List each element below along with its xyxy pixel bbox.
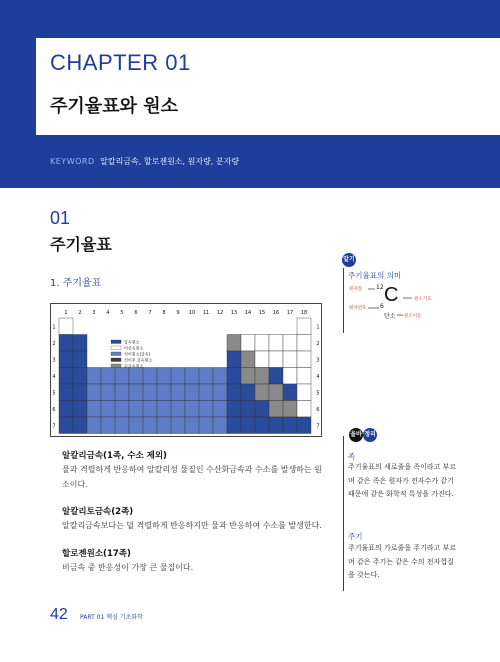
period-number-left-3: 3 (52, 357, 56, 364)
keyword-line (50, 156, 239, 167)
element-cell-7-2 (73, 417, 87, 434)
periodic-table-graphic (51, 304, 321, 436)
element-cell-7-1 (59, 417, 73, 434)
element-cell-6-9 (171, 401, 185, 418)
alkaline-earth-heading: 알칼리토금속(2족) (62, 507, 134, 517)
element-cell-1-18 (297, 318, 311, 335)
element-cell-6-8 (157, 401, 171, 418)
element-cell-7-4 (101, 417, 115, 434)
element-cell-2-15 (255, 335, 269, 352)
element-cell-6-3 (87, 401, 101, 418)
section-number: 01 (50, 208, 71, 228)
element-cell-5-15 (255, 384, 269, 401)
element-cell-4-4 (101, 368, 115, 385)
element-cell-7-18 (297, 417, 311, 434)
element-cell-6-17 (283, 401, 297, 418)
group-number-16: 16 (272, 310, 280, 316)
period-number-left-2: 2 (52, 340, 56, 347)
group-number-12: 12 (216, 310, 224, 316)
element-cell-6-16 (269, 401, 283, 418)
group-number-17: 17 (286, 310, 294, 316)
halogen-heading: 할로젠원소(17족) (62, 549, 131, 559)
element-cell-6-4 (101, 401, 115, 418)
element-cell-4-18 (297, 368, 311, 385)
element-cell-2-13 (227, 335, 241, 352)
legend-label-1: 비금속원소 (124, 345, 144, 351)
element-cell-6-15 (255, 401, 269, 418)
element-cell-3-14 (241, 351, 255, 368)
side-rule-bottom (343, 436, 344, 591)
side-badge-learn: 알기 (342, 253, 356, 267)
element-cell-2-1 (59, 335, 73, 352)
element-cell-2-17 (283, 335, 297, 352)
element-cell-1-1 (59, 318, 73, 335)
keyword-label: KEYWORD (50, 157, 95, 166)
element-cell-3-2 (73, 351, 87, 368)
group-number-14: 14 (244, 310, 252, 316)
name-label: 원소이름 (404, 314, 422, 319)
group-number-4: 4 (106, 310, 110, 316)
element-cell-6-14 (241, 401, 255, 418)
footer-part (80, 612, 143, 621)
mass-value: 12 (376, 284, 384, 291)
period-number-left-1: 1 (52, 324, 56, 331)
element-cell-4-17 (283, 368, 297, 385)
alkali-metal-text: 물과 격렬하게 반응하여 알칼리성 물질인 수산화금속과 수소를 발생하는 원소이다. (62, 465, 322, 489)
period-number-left-5: 5 (52, 390, 56, 397)
periodic-table-figure (50, 303, 322, 437)
element-cell-3-1 (59, 351, 73, 368)
element-cell-4-10 (185, 368, 199, 385)
element-cell-7-12 (213, 417, 227, 434)
element-cell-5-6 (129, 384, 143, 401)
page-number: 42 (50, 606, 68, 623)
element-cell-5-2 (73, 384, 87, 401)
group-number-3: 3 (92, 310, 96, 316)
group-number-8: 8 (162, 310, 166, 316)
period-number-right-6: 6 (316, 406, 320, 413)
side-heading-group: 족 (348, 452, 356, 461)
legend-swatch-2 (111, 352, 121, 356)
element-cell-4-1 (59, 368, 73, 385)
legend-label-0: 금속원소 (124, 339, 140, 345)
element-cell-4-5 (115, 368, 129, 385)
element-cell-6-7 (143, 401, 157, 418)
element-cell-7-6 (129, 417, 143, 434)
group-number-10: 10 (188, 310, 196, 316)
atom-arrows (346, 280, 436, 322)
element-cell-4-6 (129, 368, 143, 385)
element-cell-4-15 (255, 368, 269, 385)
side-heading-meaning: 주기율표의 의미 (348, 271, 402, 280)
period-number-right-1: 1 (316, 324, 320, 331)
period-number-left-7: 7 (52, 423, 56, 430)
alkaline-earth-text: 알칼리금속보다는 덜 격렬하게 반응하지만 물과 반응하여 수소를 발생한다. (62, 521, 322, 530)
side-text-group: 주기율표의 세로줄을 족이라고 부르며 같은 족은 원자가 전자수가 같기 때문에 같은 화학적 특성을 가진다. (348, 463, 457, 498)
element-cell-7-3 (87, 417, 101, 434)
element-cell-3-15 (255, 351, 269, 368)
element-cell-4-7 (143, 368, 157, 385)
group-number-1: 1 (64, 310, 68, 316)
element-cell-5-1 (59, 384, 73, 401)
element-cell-7-11 (199, 417, 213, 434)
element-cell-5-10 (185, 384, 199, 401)
element-cell-6-12 (213, 401, 227, 418)
element-cell-3-16 (269, 351, 283, 368)
element-cell-5-12 (213, 384, 227, 401)
element-cell-5-3 (87, 384, 101, 401)
legend-swatch-3 (111, 358, 121, 362)
element-name: 탄소 (384, 313, 396, 320)
element-cell-7-15 (255, 417, 269, 434)
legend-swatch-4 (111, 364, 121, 368)
element-cell-5-18 (297, 384, 311, 401)
period-number-left-4: 4 (52, 373, 56, 380)
mass-label: 원자량 (349, 287, 363, 292)
summary-badge-a: 올바 (349, 428, 363, 442)
element-cell-5-17 (283, 384, 297, 401)
group-number-13: 13 (230, 310, 238, 316)
number-label: 원자번호 (349, 306, 367, 311)
subsection-title: 1. 주기율표 (50, 278, 102, 289)
element-cell-4-8 (157, 368, 171, 385)
period-number-right-4: 4 (316, 373, 320, 380)
element-cell-7-14 (241, 417, 255, 434)
chapter-label: CHAPTER 01 (50, 50, 191, 75)
element-cell-5-14 (241, 384, 255, 401)
footer-part-label: PART 01 (80, 614, 105, 621)
group-number-18: 18 (300, 310, 308, 316)
footer-part-title: 핵심 기초화학 (106, 614, 143, 621)
group-number-5: 5 (120, 310, 124, 316)
legend-swatch-1 (111, 346, 121, 350)
element-symbol: C (384, 284, 399, 306)
legend-label-4: 준금속원소 (124, 363, 144, 369)
element-cell-3-13 (227, 351, 241, 368)
element-cell-6-10 (185, 401, 199, 418)
group-number-6: 6 (134, 310, 138, 316)
element-cell-5-11 (199, 384, 213, 401)
element-cell-4-3 (87, 368, 101, 385)
symbol-label: 원소기호 (414, 297, 432, 302)
element-cell-4-11 (199, 368, 213, 385)
number-value: 6 (380, 303, 384, 310)
element-cell-6-6 (129, 401, 143, 418)
group-number-15: 15 (258, 310, 266, 316)
element-cell-3-17 (283, 351, 297, 368)
element-cell-4-13 (227, 368, 241, 385)
element-cell-5-13 (227, 384, 241, 401)
element-cell-6-13 (227, 401, 241, 418)
element-cell-6-5 (115, 401, 129, 418)
element-cell-4-12 (213, 368, 227, 385)
element-cell-3-18 (297, 351, 311, 368)
period-number-right-2: 2 (316, 340, 320, 347)
element-cell-4-14 (241, 368, 255, 385)
element-cell-7-17 (283, 417, 297, 434)
legend-label-2: 전이원소(금속) (124, 351, 151, 357)
alkali-metal-heading: 알칼리금속(1족, 수소 제외) (62, 451, 167, 461)
chapter-title: 주기율표와 원소 (50, 96, 178, 117)
element-cell-7-9 (171, 417, 185, 434)
element-cell-2-2 (73, 335, 87, 352)
element-cell-2-16 (269, 335, 283, 352)
halogen-text: 비금속 중 반응성이 가장 큰 물질이다. (62, 563, 194, 572)
element-cell-4-2 (73, 368, 87, 385)
period-number-right-3: 3 (316, 357, 320, 364)
element-cell-2-14 (241, 335, 255, 352)
element-cell-7-7 (143, 417, 157, 434)
element-cell-5-9 (171, 384, 185, 401)
element-cell-7-8 (157, 417, 171, 434)
group-number-9: 9 (176, 310, 180, 316)
legend-label-3: 전이후 금속원소 (124, 357, 153, 363)
element-cell-5-16 (269, 384, 283, 401)
element-cell-5-8 (157, 384, 171, 401)
element-cell-4-16 (269, 368, 283, 385)
group-number-7: 7 (148, 310, 152, 316)
period-number-right-7: 7 (316, 423, 320, 430)
element-cell-6-1 (59, 401, 73, 418)
group-number-2: 2 (78, 310, 82, 316)
element-cell-6-2 (73, 401, 87, 418)
element-cell-6-18 (297, 401, 311, 418)
element-cell-7-10 (185, 417, 199, 434)
element-cell-5-5 (115, 384, 129, 401)
side-rule-top (343, 268, 344, 333)
element-cell-5-7 (143, 384, 157, 401)
keyword-list: 알칼리금속, 할로젠원소, 원자량, 분자량 (100, 157, 240, 166)
element-cell-6-11 (199, 401, 213, 418)
section-title: 주기율표 (50, 235, 112, 254)
group-number-11: 11 (202, 310, 210, 316)
element-cell-7-16 (269, 417, 283, 434)
element-cell-7-13 (227, 417, 241, 434)
element-cell-5-4 (101, 384, 115, 401)
period-number-left-6: 6 (52, 406, 56, 413)
side-text-period: 주기율표의 가로줄을 주기라고 부르며 같은 주기는 같은 수의 전자껍질을 갖는다. (348, 544, 457, 579)
summary-badge-b: 정리 (363, 428, 377, 442)
legend-swatch-0 (111, 340, 121, 344)
element-cell-7-5 (115, 417, 129, 434)
period-number-right-5: 5 (316, 390, 320, 397)
element-cell-2-18 (297, 335, 311, 352)
side-heading-period: 주기 (348, 532, 363, 541)
element-cell-4-9 (171, 368, 185, 385)
